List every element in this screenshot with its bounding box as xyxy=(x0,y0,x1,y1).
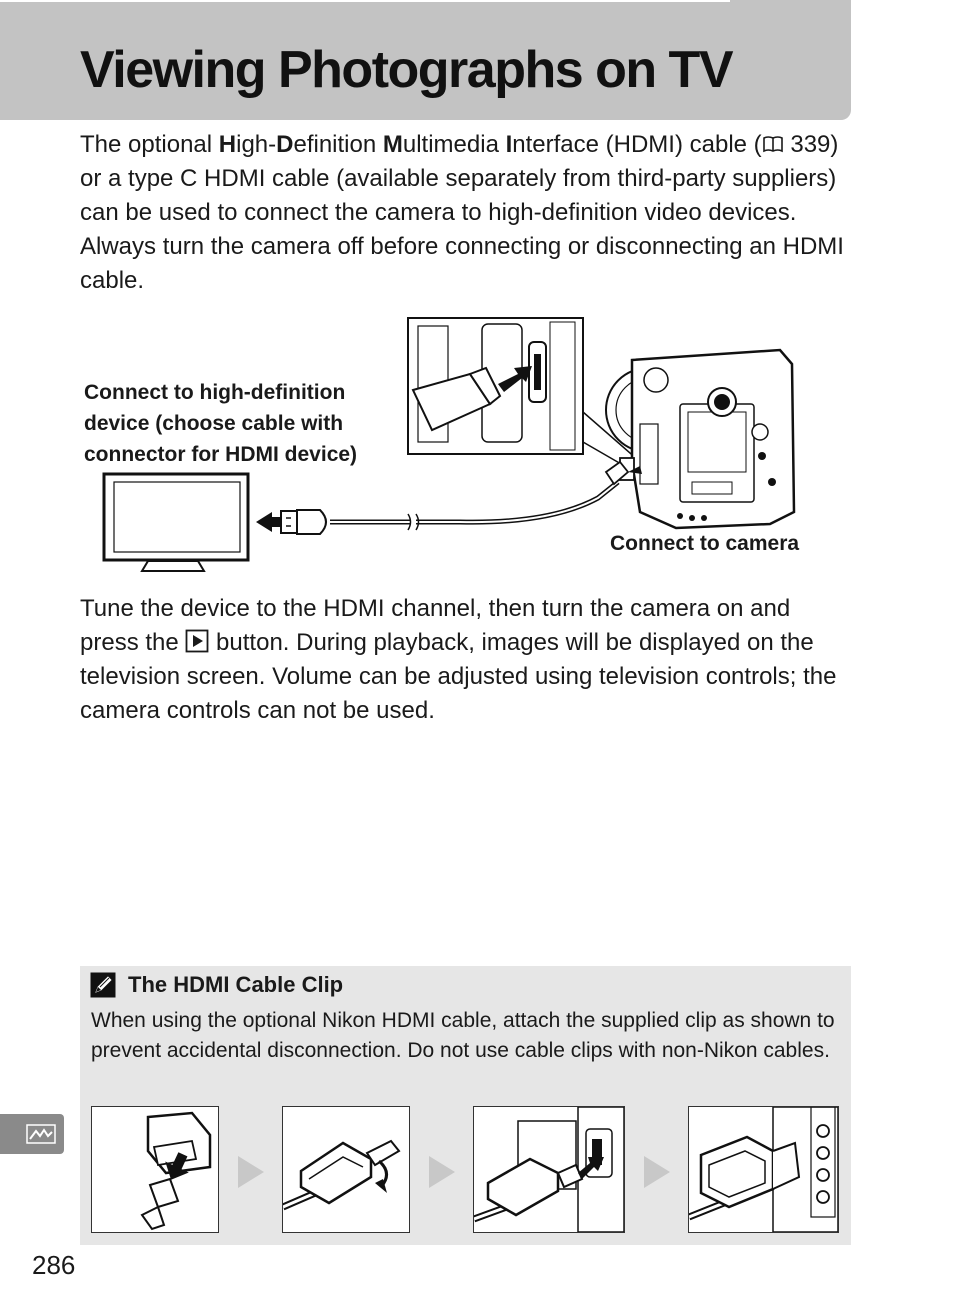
playback-button-icon xyxy=(185,629,209,653)
clip-step-3 xyxy=(473,1106,625,1233)
intro-paragraph: The optional High-Definition Multimedia Interface (HDMI) cable ( 339) or a type C HDMI cable (available separately from third-party suppliers) can be used to connect the camera to high-definition video devices. Always turn the camera off before connecting or disconnecting an HDMI cable. xyxy=(80,131,844,294)
clip-step-4 xyxy=(688,1106,839,1233)
page-reference-icon xyxy=(762,134,784,154)
note-heading xyxy=(90,972,343,998)
callout-hd-device: Connect to high-definition device (choose cable with connector for HDMI device) xyxy=(84,381,358,466)
title-band-topline xyxy=(0,0,730,2)
left-arrow-icon xyxy=(256,512,280,532)
clip-step-4-illustration xyxy=(689,1107,838,1232)
note-body: When using the optional Nikon HDMI cable, attach the supplied clip as shown to prevent accidental disconnection. Do not use cable clips with non-Nikon cables. xyxy=(91,1009,835,1062)
clip-step-2-illustration xyxy=(283,1107,409,1232)
tv-illustration xyxy=(104,474,248,571)
camera-illustration xyxy=(606,350,794,528)
playback-section-icon xyxy=(26,1124,56,1144)
pencil-note-icon xyxy=(90,972,116,998)
step-arrow-3-icon xyxy=(640,1152,674,1192)
step-arrow-1-icon xyxy=(234,1152,268,1192)
playback-section-tab xyxy=(0,1114,64,1154)
callout-camera: Connect to camera xyxy=(610,532,800,555)
step-arrow-2-icon xyxy=(425,1152,459,1192)
clip-step-1-illustration xyxy=(92,1107,218,1232)
hdmi-cable xyxy=(330,482,618,522)
page-title: Viewing Photographs on TV xyxy=(80,41,733,99)
inset-port-closeup xyxy=(408,318,583,454)
clip-step-2 xyxy=(282,1106,410,1233)
note-title: The HDMI Cable Clip xyxy=(128,972,344,997)
hdmi-plug-tv-end xyxy=(281,510,326,534)
clip-step-3-illustration xyxy=(474,1107,624,1232)
page-number: 286 xyxy=(32,1250,76,1280)
playback-paragraph: Tune the device to the HDMI channel, then turn the camera on and press the button. During playback, images will be displayed on the television screen. Volume can be adjusted using television controls; the camera controls can not be used. xyxy=(80,595,837,724)
clip-step-1 xyxy=(91,1106,219,1233)
